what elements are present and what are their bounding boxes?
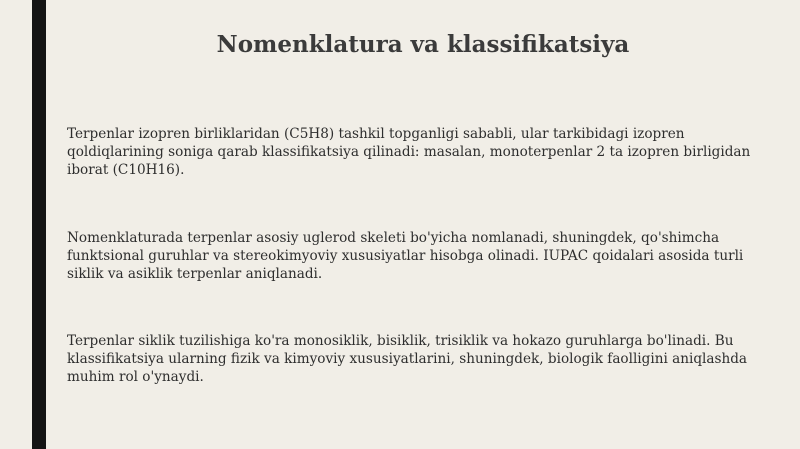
paragraph-classification-by-isoprene: Terpenlar izopren birliklaridan (C5H8) tashkil topganligi sababli, ular tarkibidagi izopren qoldiqlarining soniga qarab klassifikatsiya qilinadi: masalan, monoterpenlar 2 ta izopren birligidan iborat (C10H16). [67, 126, 751, 178]
slide-title: Nomenklatura va klassifikatsiya [216, 31, 630, 58]
left-accent-bar [32, 0, 46, 449]
paragraph-cyclic-structure: Terpenlar siklik tuzilishiga ko'ra monosiklik, bisiklik, trisiklik va hokazo guruhlarga bo'linadi. Bu klassifikatsiya ularning fizik va kimyoviy xususiyatlarini, shuningdek, biologik faolligini aniqlashda muhim rol o'ynaydi. [67, 333, 748, 385]
paragraph-nomenclature: Nomenklaturada terpenlar asosiy uglerod skeleti bo'yicha nomlanadi, shuningdek, qo'shimcha funktsional guruhlar va stereokimyoviy xususiyatlar hisobga olinadi. IUPAC qoidalari asosida turli siklik va asiklik terpenlar aniqlanadi. [67, 230, 744, 282]
